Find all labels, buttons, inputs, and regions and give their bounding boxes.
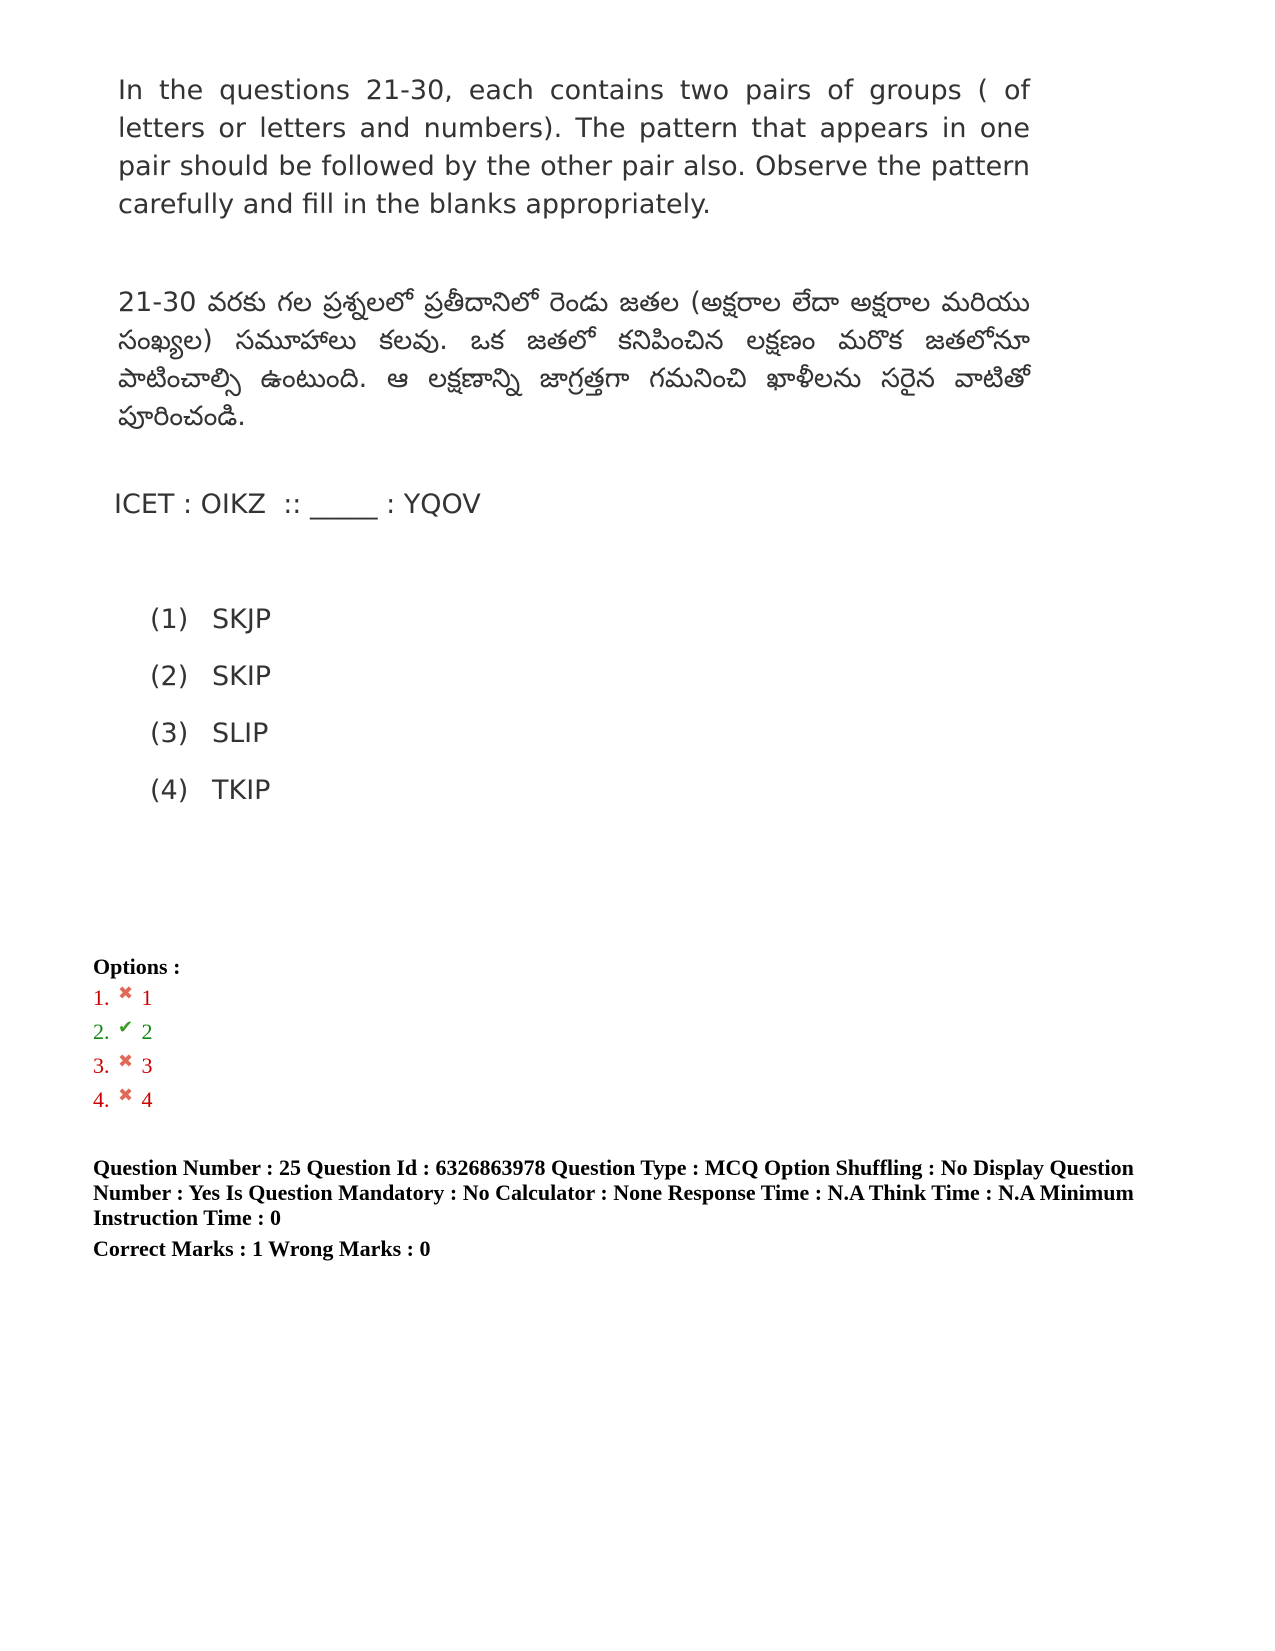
option-number: 4. xyxy=(93,1087,110,1112)
options-title: Options : xyxy=(93,954,181,979)
instructions-english: In the questions 21-30, each contains two pairs of groups ( of letters or letters and numbers). The pattern that appears in one pair should be followed by the other pair also. Observe the pattern carefully and fill in the blanks appropriately. xyxy=(118,75,1030,220)
marks-info: Correct Marks : 1 Wrong Marks : 0 xyxy=(93,1236,431,1261)
choice-number: (1) xyxy=(150,604,189,635)
cross-icon: ✖ xyxy=(117,1085,134,1106)
pattern-question: ICET : OIKZ :: _____ : YQOV xyxy=(114,489,481,520)
option-row-3 xyxy=(93,1049,180,1083)
instructions-telugu: 21-30 వరకు గల ప్రశ్నలలో ప్రతీదానిలో రెండు జతల (అక్షరాల లేదా అక్షరాల మరియు సంఖ్యల) సమూహాలు కలవు. ఒక జతలో కనిపించిన లక్షణం మరొక జతలోనూ పాటించాల్సి ఉంటుంది. ఆ లక్షణాన్ని జాగ్రత్తగా గమనించి ఖాళీలను సరైన వాటితో పూరించండి. xyxy=(118,287,1030,432)
option-row-2 xyxy=(93,1015,180,1049)
choice-item xyxy=(150,773,271,830)
options-section xyxy=(93,953,180,1117)
option-value: 2 xyxy=(141,1019,153,1044)
choice-number: (4) xyxy=(150,775,189,806)
option-number: 1. xyxy=(93,985,110,1010)
choice-item xyxy=(150,659,271,716)
choice-text: SKJP xyxy=(212,604,272,635)
option-number: 3. xyxy=(93,1053,110,1078)
choice-item xyxy=(150,716,271,773)
question-info: Question Number : 25 Question Id : 6326863978 Question Type : MCQ Option Shuffling : No Display Question Number : Yes Is Question Mandatory : No Calculator : None Response Time : N.A Think Time : N.A Minimum Instruction Time : 0 xyxy=(93,1155,1134,1230)
choice-number: (3) xyxy=(150,718,189,749)
answer-choices xyxy=(150,602,271,830)
option-value: 3 xyxy=(141,1053,153,1078)
option-row-4 xyxy=(93,1083,180,1117)
choice-item xyxy=(150,602,271,659)
option-value: 1 xyxy=(141,985,153,1010)
option-value: 4 xyxy=(141,1087,153,1112)
cross-icon: ✖ xyxy=(117,1051,134,1072)
option-number: 2. xyxy=(93,1019,110,1044)
choice-text: TKIP xyxy=(212,775,271,806)
check-icon: ✔ xyxy=(117,1017,134,1038)
choice-number: (2) xyxy=(150,661,189,692)
option-row-1 xyxy=(93,981,180,1015)
question-meta xyxy=(93,1155,1178,1261)
choice-text: SLIP xyxy=(212,718,269,749)
choice-text: SKIP xyxy=(212,661,272,692)
cross-icon: ✖ xyxy=(117,983,134,1004)
